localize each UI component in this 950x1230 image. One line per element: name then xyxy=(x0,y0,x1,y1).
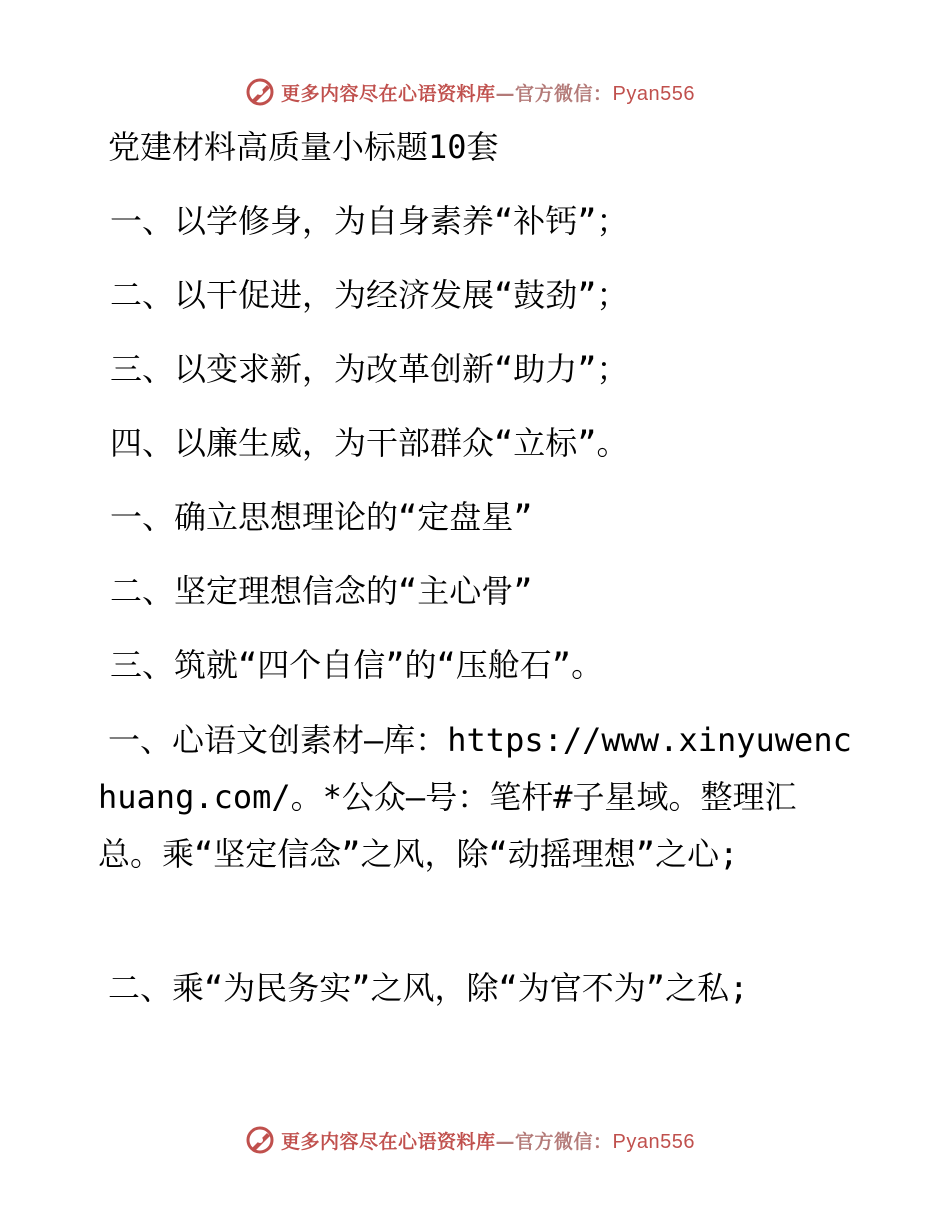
footer-watermark-banner xyxy=(0,1120,950,1160)
list-item: 三、以变求新，为改革创新“助力”； xyxy=(110,350,629,388)
banner-main-text: 更多内容尽在心语资料库 xyxy=(281,1130,496,1153)
banner-text xyxy=(281,1127,695,1154)
banner-text xyxy=(281,79,695,106)
list-item: 四、以廉生威，为干部群众“立标”。 xyxy=(110,424,629,462)
list-item: 二、坚定理想信念的“主心骨” xyxy=(110,572,533,610)
pen-logo-icon xyxy=(245,1125,275,1155)
document-title: 党建材料高质量小标题10套 xyxy=(108,128,499,166)
list-item: 一、以学修身，为自身素养“补钙”； xyxy=(110,202,629,240)
banner-wechat-id: Pyan556 xyxy=(612,82,695,105)
list-item: 三、筑就“四个自信”的“压舱石”。 xyxy=(110,646,604,684)
list-item: 一、心语文创素材—库：https://www.xinyuwenchuang.com/。*公众—号：笔杆#子星域。整理汇总。乘“坚定信念”之风，除“动摇理想”之心; xyxy=(98,721,852,873)
list-item: 二、以干促进，为经济发展“鼓劲”； xyxy=(110,276,629,314)
pen-logo-icon xyxy=(245,77,275,107)
header-watermark-banner xyxy=(0,72,950,112)
banner-wechat-id: Pyan556 xyxy=(612,1130,695,1153)
list-item: 二、乘“为民务实”之风，除“为官不为”之私; xyxy=(108,969,749,1007)
list-item: 一、确立思想理论的“定盘星” xyxy=(110,498,533,536)
banner-dash-text: —官方微信： xyxy=(495,82,613,105)
banner-main-text: 更多内容尽在心语资料库 xyxy=(281,82,496,105)
banner-dash-text: —官方微信： xyxy=(495,1130,613,1153)
